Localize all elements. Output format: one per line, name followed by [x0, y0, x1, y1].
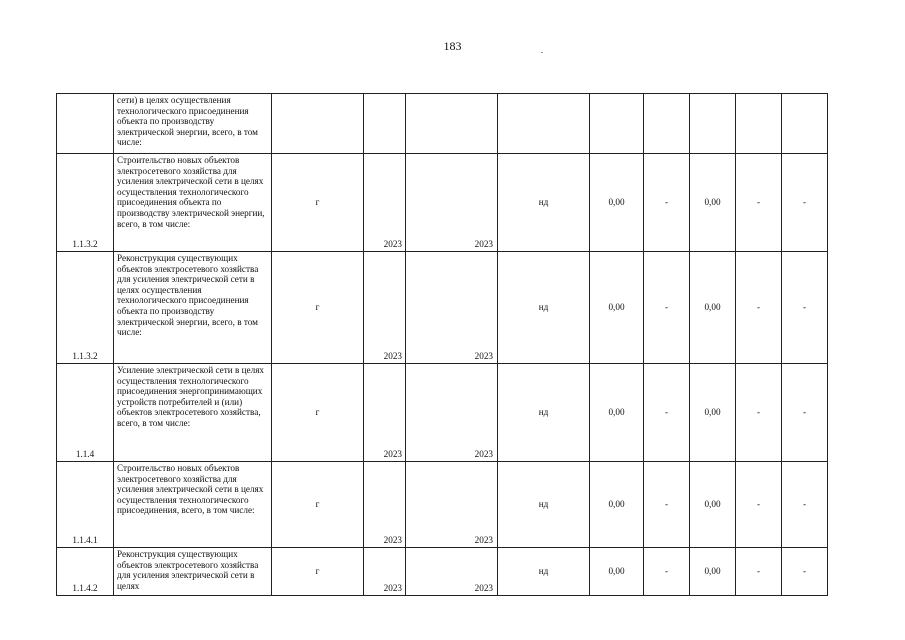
row-value-3: 0,00	[690, 154, 736, 252]
row-value-4: -	[736, 462, 782, 548]
row-value-5: -	[782, 154, 828, 252]
row-value-3: 0,00	[690, 548, 736, 596]
row-nd: нд	[498, 462, 590, 548]
row-value-2: -	[644, 154, 690, 252]
row-value-2	[644, 94, 690, 154]
row-type: г	[272, 154, 364, 252]
row-year-start	[364, 94, 406, 154]
row-year-start: 2023	[364, 252, 406, 364]
row-value-3: 0,00	[690, 462, 736, 548]
row-number: 1.1.4.2	[57, 548, 114, 596]
table-row	[57, 154, 828, 252]
row-value-5: -	[782, 252, 828, 364]
row-type: г	[272, 548, 364, 596]
table-row	[57, 94, 828, 154]
row-description: Усиление электрической сети в целях осуществления технологического присоединения энергопринимающих устройств потребителей и (или) объектов электросетевого хозяйства, всего, в том числе:	[114, 364, 272, 462]
row-value-2: -	[644, 462, 690, 548]
row-type: г	[272, 462, 364, 548]
row-description: Реконструкция существующих объектов электросетевого хозяйства для усиления электрической сети в целях	[114, 548, 272, 596]
row-value-5: -	[782, 364, 828, 462]
row-number: 1.1.4	[57, 364, 114, 462]
row-value-2: -	[644, 548, 690, 596]
row-value-5: -	[782, 548, 828, 596]
row-year-start: 2023	[364, 154, 406, 252]
row-value-4: -	[736, 252, 782, 364]
row-year-start: 2023	[364, 462, 406, 548]
row-value-4	[736, 94, 782, 154]
row-nd: нд	[498, 364, 590, 462]
row-value-3: 0,00	[690, 252, 736, 364]
row-nd	[498, 94, 590, 154]
page-number: 183	[443, 39, 462, 53]
row-description: Строительство новых объектов электросетевого хозяйства для усиления электрической сети в целях осуществления технологического присоединения, всего, в том числе:	[114, 462, 272, 548]
row-number	[57, 94, 114, 154]
row-value-1: 0,00	[590, 548, 644, 596]
row-type	[272, 94, 364, 154]
row-value-4: -	[736, 548, 782, 596]
row-number: 1.1.3.2	[57, 154, 114, 252]
table-row	[57, 548, 828, 596]
row-type: г	[272, 252, 364, 364]
row-value-1: 0,00	[590, 364, 644, 462]
row-number: 1.1.3.2	[57, 252, 114, 364]
scan-speck	[541, 52, 543, 53]
row-nd: нд	[498, 252, 590, 364]
row-description: Реконструкция существующих объектов электросетевого хозяйства для усиления электрической сети в целях осуществления технологического присоединения объекта по производству электрической энергии, всего, в том числе:	[114, 252, 272, 364]
table-row	[57, 364, 828, 462]
row-nd: нд	[498, 548, 590, 596]
table-row	[57, 462, 828, 548]
row-year-end: 2023	[406, 154, 498, 252]
row-value-4: -	[736, 154, 782, 252]
row-value-5: -	[782, 462, 828, 548]
table-row	[57, 252, 828, 364]
row-type: г	[272, 364, 364, 462]
row-number: 1.1.4.1	[57, 462, 114, 548]
row-value-1: 0,00	[590, 154, 644, 252]
row-value-1: 0,00	[590, 252, 644, 364]
row-value-5	[782, 94, 828, 154]
row-year-end	[406, 94, 498, 154]
row-year-end: 2023	[406, 364, 498, 462]
row-description: Строительство новых объектов электросетевого хозяйства для усиления электрической сети в целях осуществления технологического присоединения объекта по производству электрической энергии, всего, в том числе:	[114, 154, 272, 252]
row-value-2: -	[644, 252, 690, 364]
investment-table	[56, 93, 828, 596]
row-value-3: 0,00	[690, 364, 736, 462]
row-year-start: 2023	[364, 548, 406, 596]
row-value-1	[590, 94, 644, 154]
row-year-end: 2023	[406, 548, 498, 596]
row-value-3	[690, 94, 736, 154]
row-value-4: -	[736, 364, 782, 462]
row-year-end: 2023	[406, 462, 498, 548]
row-value-1: 0,00	[590, 462, 644, 548]
row-description: сети) в целях осуществления технологического присоединения объекта по производству электрической энергии, всего, в том числе:	[114, 94, 272, 154]
row-nd: нд	[498, 154, 590, 252]
row-value-2: -	[644, 364, 690, 462]
row-year-start: 2023	[364, 364, 406, 462]
row-year-end: 2023	[406, 252, 498, 364]
